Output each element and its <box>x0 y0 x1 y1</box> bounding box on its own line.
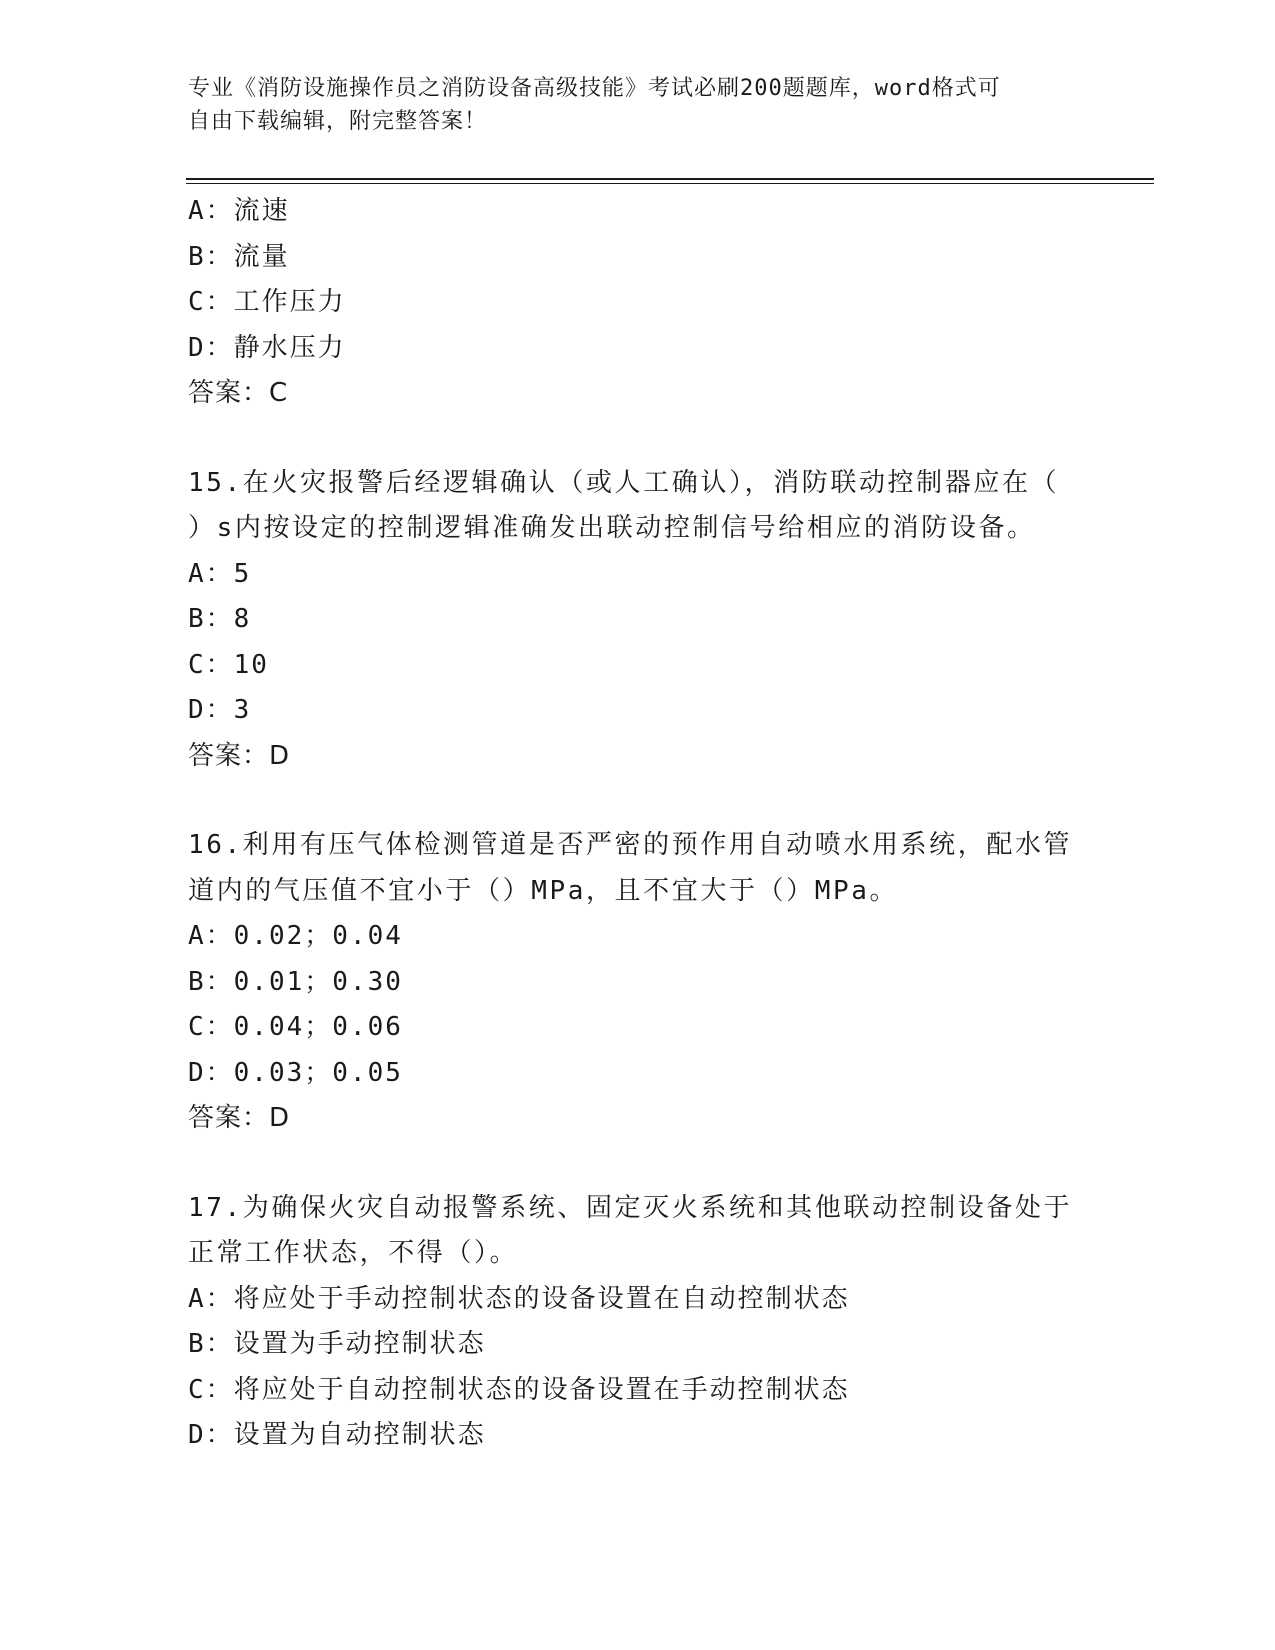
option-a: A：将应处于手动控制状态的设备设置在自动控制状态 <box>188 1283 850 1314</box>
question-stem-line-1: 16.利用有压气体检测管道是否严密的预作用自动喷水用系统，配水管 <box>188 830 1073 860</box>
option-c: C：将应处于自动控制状态的设备设置在手动控制状态 <box>188 1374 850 1405</box>
option-b: B：8 <box>188 604 252 634</box>
header-rule-thin <box>186 183 1154 184</box>
question-15-block <box>188 461 1088 780</box>
question-stem-line-1: 17.为确保火灾自动报警系统、固定灭火系统和其他联动控制设备处于 <box>188 1192 1073 1223</box>
option-a: A：5 <box>188 558 252 589</box>
option-c: C：工作压力 <box>188 287 346 317</box>
question-17-block <box>188 1186 1088 1459</box>
option-b: B：0.01；0.30 <box>188 966 403 997</box>
document-body <box>188 189 1088 1459</box>
question-spacer <box>188 779 1088 823</box>
option-b: B：流量 <box>188 241 290 272</box>
option-d: D：设置为自动控制状态 <box>188 1420 486 1450</box>
option-d: D：静水压力 <box>188 332 346 363</box>
header-line-1: 专业《消防设施操作员之消防设备高级技能》考试必刷200题题库，word格式可 <box>188 76 1001 101</box>
option-b: B：设置为手动控制状态 <box>188 1329 486 1359</box>
question-stem-line-1: 15.在火灾报警后经逻辑确认（或人工确认），消防联动控制器应在（ <box>188 467 1060 498</box>
option-d: D：0.03；0.05 <box>188 1057 403 1088</box>
header-rule-thick <box>186 178 1154 180</box>
question-16-block <box>188 823 1088 1142</box>
question-spacer <box>188 1142 1088 1186</box>
header-line-2: 自由下载编辑，附完整答案！ <box>188 109 488 134</box>
option-c: C：10 <box>188 649 269 680</box>
question-14-block <box>188 189 1088 417</box>
option-c: C：0.04；0.06 <box>188 1012 403 1042</box>
answer-line: 答案：D <box>188 740 291 771</box>
option-a: A：0.02；0.04 <box>188 921 403 951</box>
question-stem-line-2: 道内的气压值不宜小于（）MPa，且不宜大于（）MPa。 <box>188 875 899 906</box>
question-stem-line-2: ）s内按设定的控制逻辑准确发出联动控制信号给相应的消防设备。 <box>188 513 1036 543</box>
option-a: A：流速 <box>188 196 290 226</box>
question-spacer <box>188 417 1088 461</box>
answer-line: 答案：D <box>188 1103 291 1133</box>
answer-line: 答案：C <box>188 378 289 408</box>
option-d: D：3 <box>188 695 252 725</box>
question-stem-line-2: 正常工作状态，不得（）。 <box>188 1238 519 1268</box>
document-header <box>188 72 1068 138</box>
